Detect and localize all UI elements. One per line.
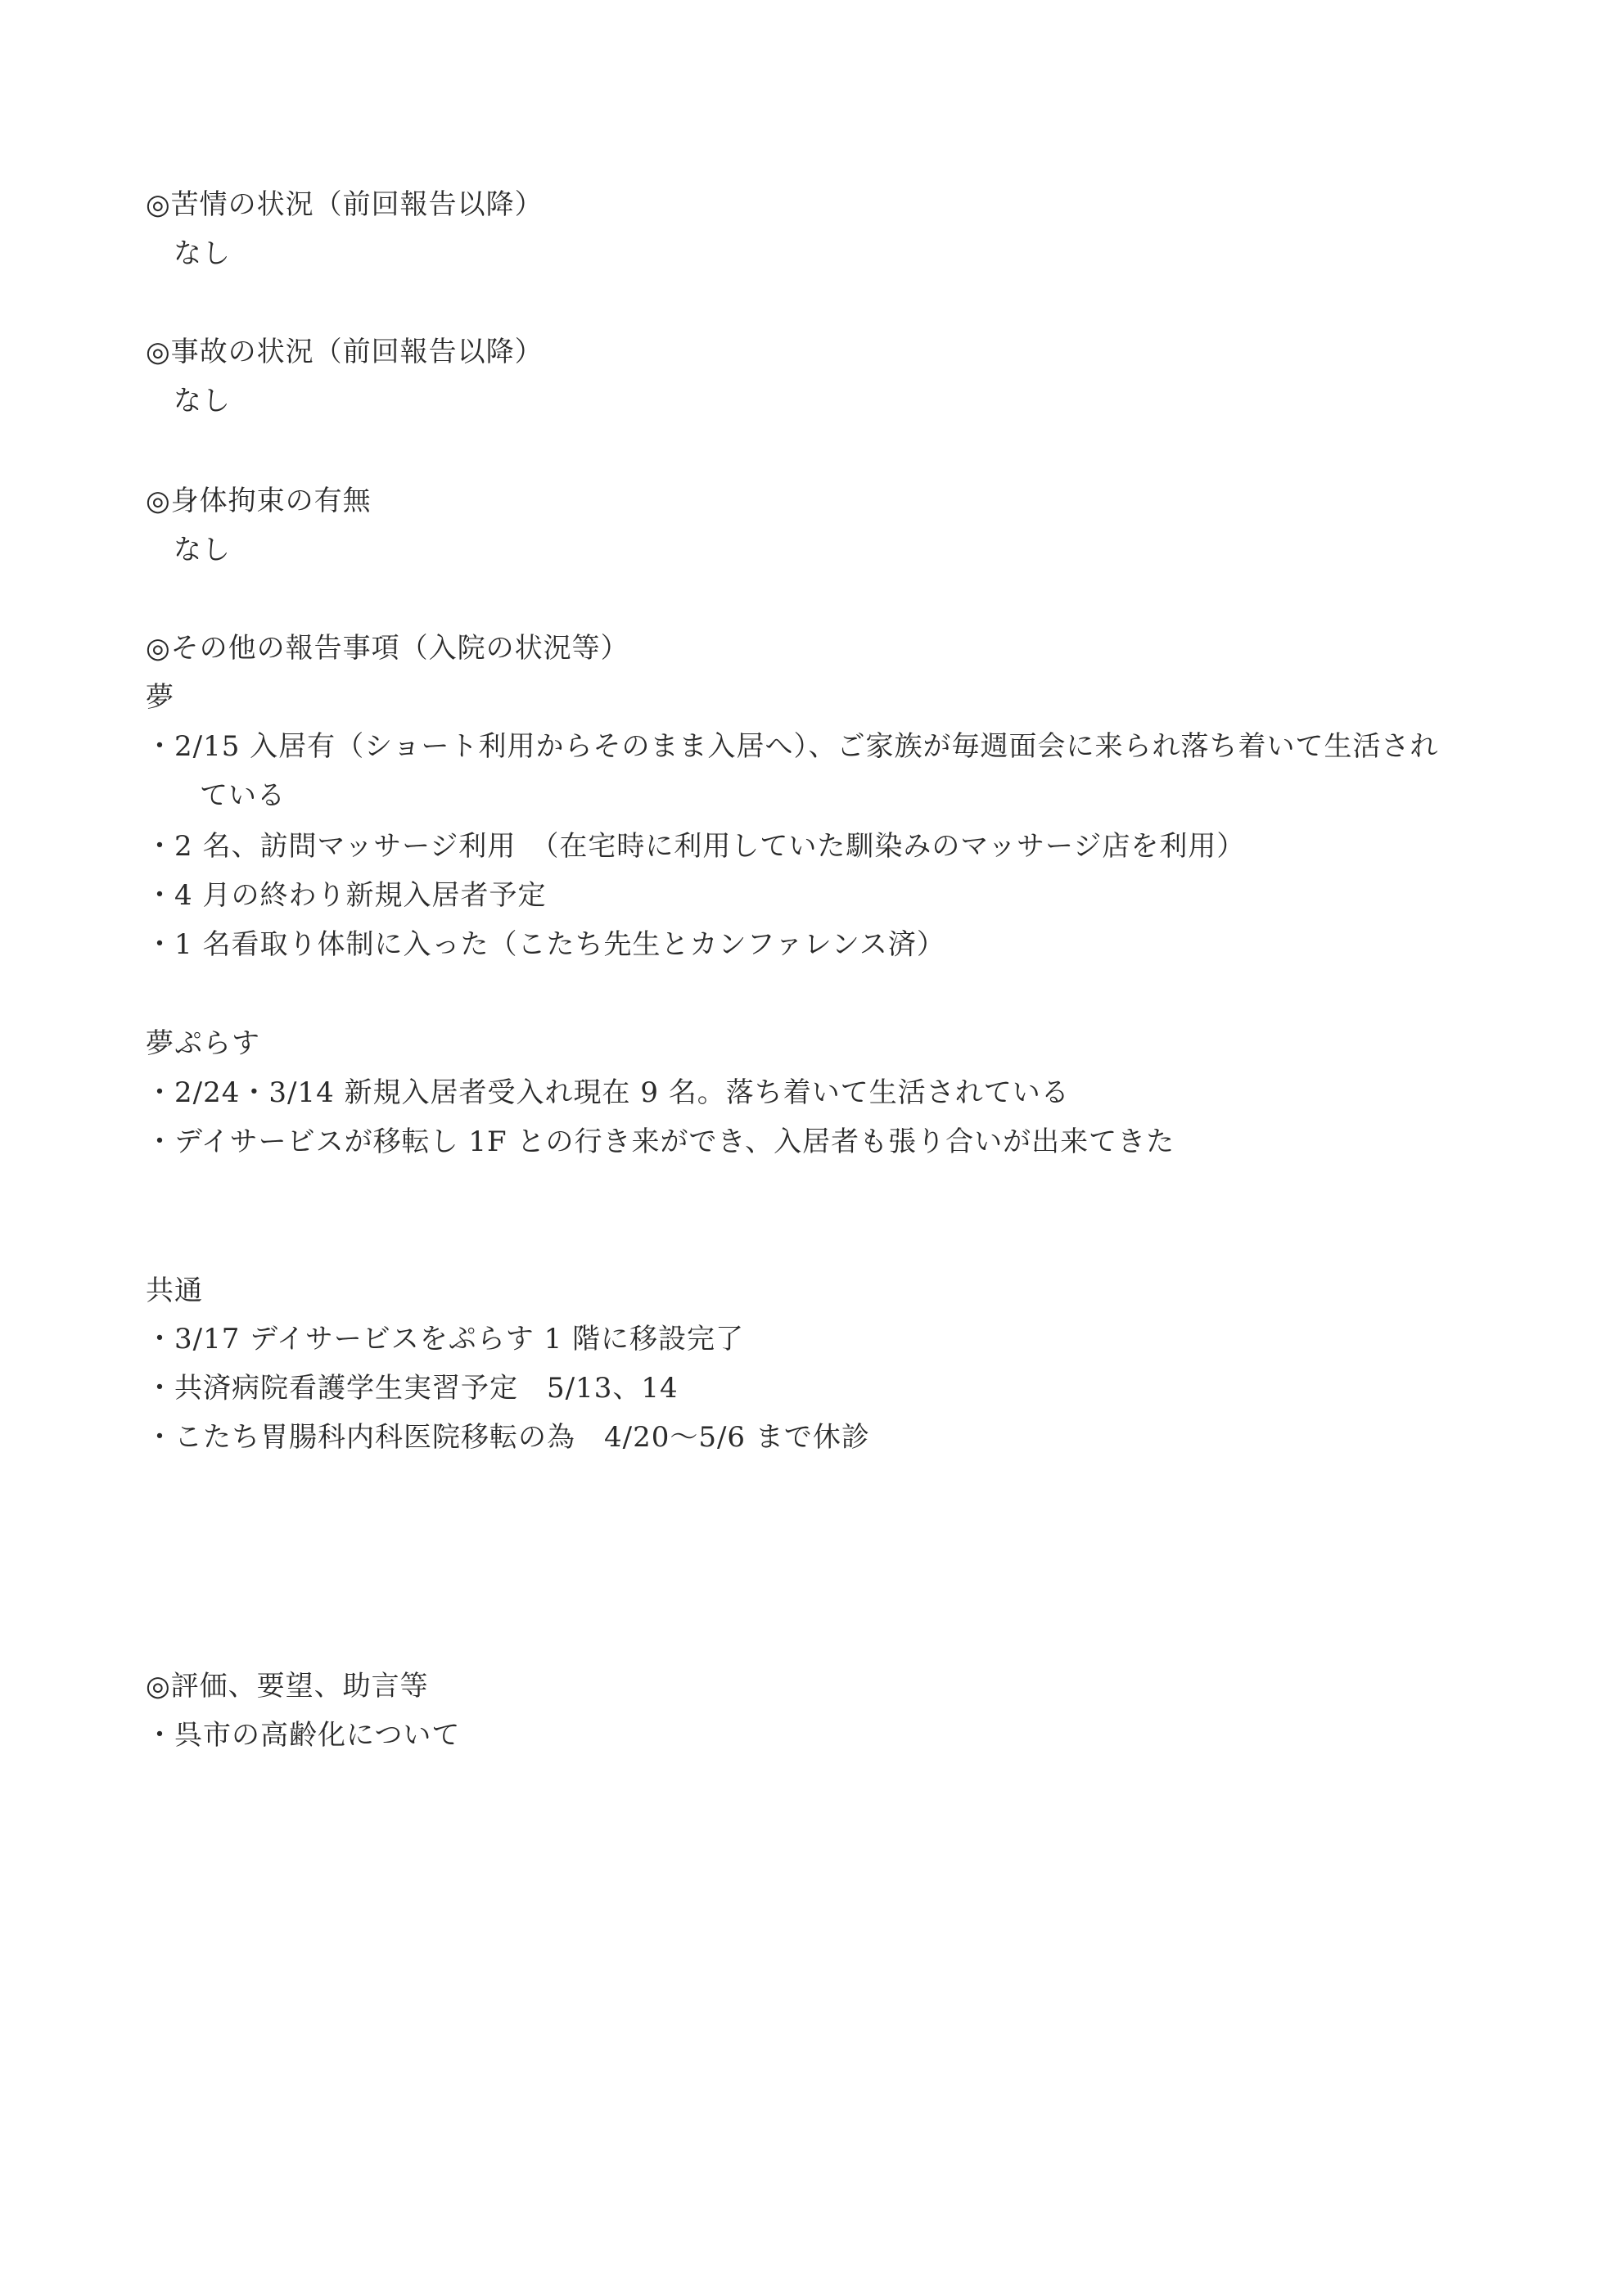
accidents-heading: ◎事故の状況（前回報告以降）	[146, 336, 544, 368]
list-item: ・デイサービスが移転し 1F との行き来ができ、入居者も張り合いが出来てきた	[146, 1125, 1175, 1158]
yume-plus-title: 夢ぷらす	[146, 1027, 260, 1060]
complaints-heading: ◎苦情の状況（前回報告以降）	[146, 188, 544, 221]
list-item: ・3/17 デイサービスをぷらす 1 階に移設完了	[146, 1323, 745, 1355]
list-item: ・1 名看取り体制に入った（こたち先生とカンファレンス済）	[146, 928, 945, 961]
common-title: 共通	[146, 1274, 203, 1307]
restraint-body: なし	[174, 534, 231, 566]
list-item: ・2 名、訪問マッサージ利用 （在宅時に利用していた馴染みのマッサージ店を利用）	[146, 830, 1246, 863]
list-item: ・2/15 入居有（ショート利用からそのまま入居へ）、ご家族が毎週面会に来られ落ち着いて生活され	[146, 730, 1439, 763]
evaluation-heading: ◎評価、要望、助言等	[146, 1670, 429, 1703]
list-item: ・呉市の高齢化について	[146, 1719, 461, 1752]
list-item: ている	[200, 779, 286, 812]
restraint-heading: ◎身体拘束の有無	[146, 485, 372, 517]
list-item: ・共済病院看護学生実習予定 5/13、14	[146, 1372, 679, 1405]
list-item: ・2/24・3/14 新規入居者受入れ現在 9 名。落ち着いて生活されている	[146, 1076, 1070, 1109]
list-item: ・こたち胃腸科内科医院移転の為 4/20～5/6 まで休診	[146, 1421, 870, 1454]
list-item: ・4 月の終わり新規入居者予定	[146, 879, 547, 912]
yume-title: 夢	[146, 681, 174, 714]
accidents-body: なし	[174, 385, 231, 417]
complaints-body: なし	[174, 237, 231, 270]
other-heading: ◎その他の報告事項（入院の状況等）	[146, 632, 629, 665]
